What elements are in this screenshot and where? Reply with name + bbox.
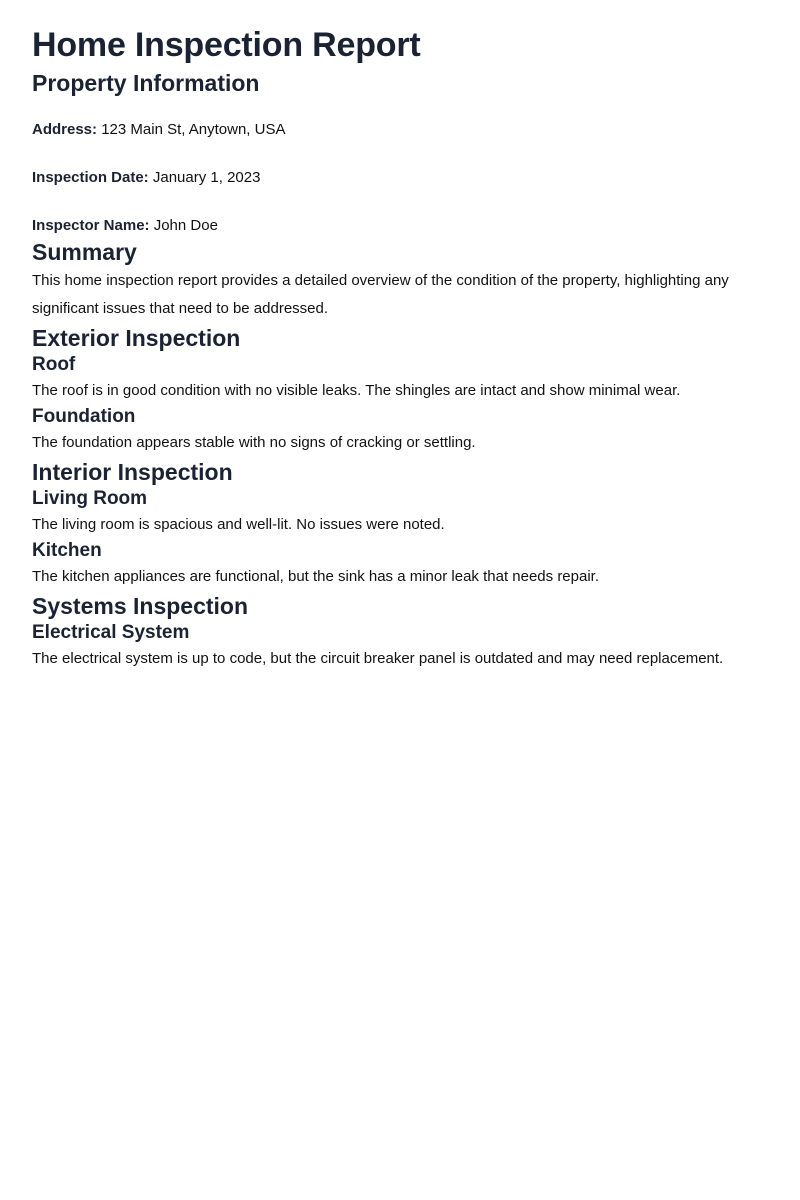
inspector-name-value: John Doe: [153, 217, 218, 234]
roof-text: The roof is in good condition with no visible leaks. The shingles are intact and show minimal wear.: [32, 382, 681, 399]
interior-heading: Interior Inspection: [32, 459, 233, 485]
page-title: Home Inspection Report: [32, 26, 421, 64]
electrical-system-heading: Electrical System: [32, 622, 190, 643]
inspection-date-value: January 1, 2023: [152, 169, 261, 186]
exterior-section: [32, 323, 768, 457]
property-section: [32, 68, 768, 237]
foundation-text: The foundation appears stable with no signs of cracking or settling.: [32, 434, 476, 451]
foundation-heading: Foundation: [32, 406, 136, 427]
kitchen-text: The kitchen appliances are functional, but the sink has a minor leak that needs repair.: [32, 568, 600, 585]
inspection-date-label: Inspection Date:: [32, 169, 149, 186]
summary-section: [32, 237, 768, 323]
address-field: [32, 119, 768, 141]
kitchen-heading: Kitchen: [32, 540, 102, 561]
systems-section: [32, 591, 768, 673]
electrical-system-text: The electrical system is up to code, but the circuit breaker panel is outdated and may need replacement.: [32, 650, 724, 667]
interior-section: [32, 457, 768, 591]
systems-heading: Systems Inspection: [32, 593, 249, 619]
inspector-name-label: Inspector Name:: [32, 217, 150, 234]
living-room-heading: Living Room: [32, 488, 148, 509]
exterior-heading: Exterior Inspection: [32, 325, 241, 351]
summary-text: This home inspection report provides a detailed overview of the condition of the property, highlighting any significant issues that need to be addressed.: [32, 272, 729, 317]
inspection-date-field: [32, 167, 768, 189]
address-value: 123 Main St, Anytown, USA: [101, 121, 286, 138]
living-room-text: The living room is spacious and well-lit. No issues were noted.: [32, 516, 445, 533]
roof-heading: Roof: [32, 354, 76, 375]
address-label: Address:: [32, 121, 98, 138]
summary-heading: Summary: [32, 239, 137, 265]
property-heading: Property Information: [32, 70, 260, 96]
inspector-name-field: [32, 215, 768, 237]
